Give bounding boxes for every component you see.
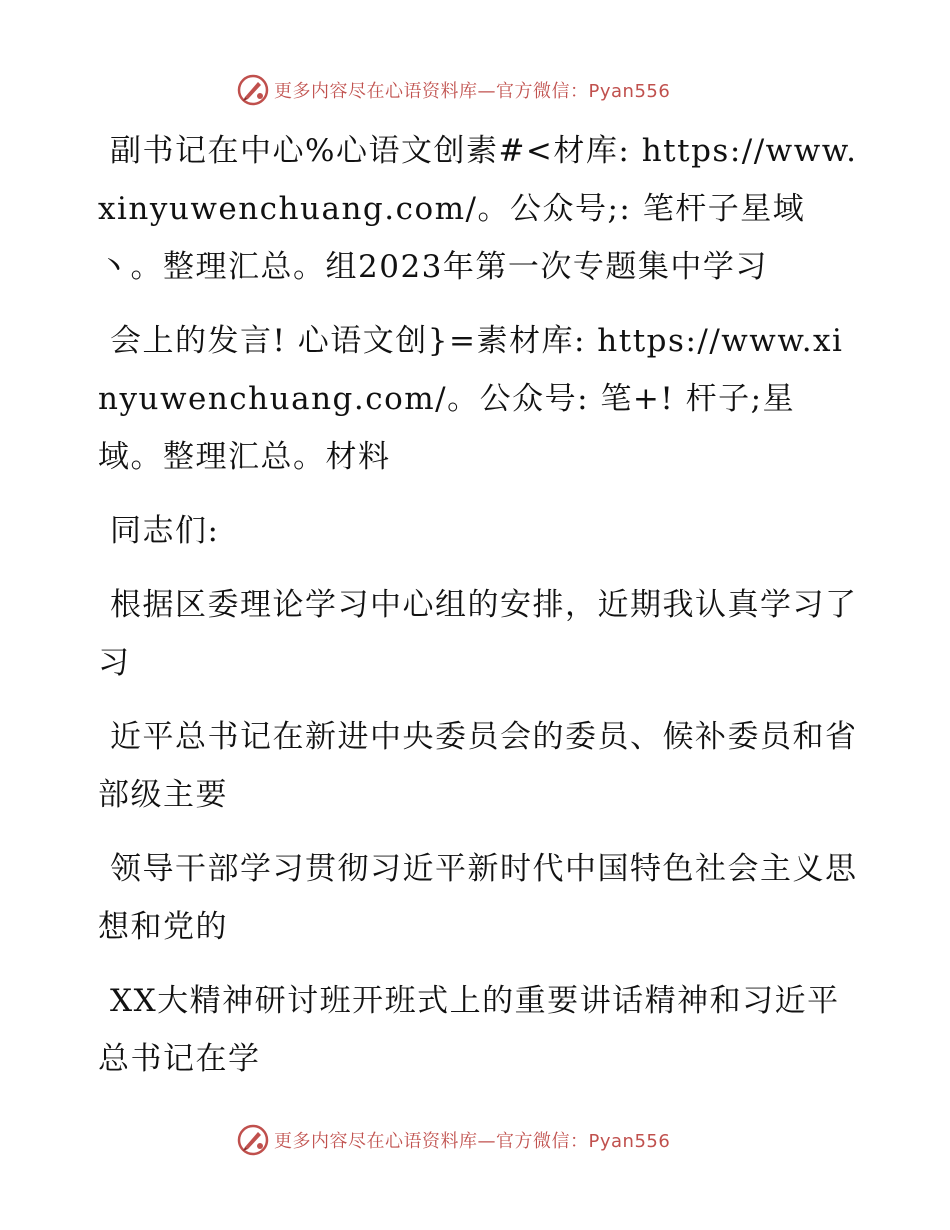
header-banner-text: 更多内容尽在心语资料库—官方微信：Pyan556 — [274, 81, 671, 102]
paragraph-body-2: 近平总书记在新进中央委员会的委员、候补委员和省部级主要 — [98, 719, 858, 813]
footer-banner-text: 更多内容尽在心语资料库—官方微信：Pyan556 — [274, 1131, 671, 1152]
paragraph-body-1: 根据区委理论学习中心组的安排，近期我认真学习了习 — [98, 587, 858, 681]
footer-banner — [236, 1122, 716, 1158]
quill-pen-logo-icon — [236, 73, 270, 107]
header-banner — [236, 72, 716, 108]
paragraph-title-line-1: 副书记在中心%心语文创素#<材库: https://www.xinyuwenchuang.com/。公众号;: 笔杆子星域丶。整理汇总。组2023年第一次专题集中学习 — [98, 133, 858, 285]
document-body — [98, 122, 858, 1104]
paragraph-title-line-2: 会上的发言! 心语文创}=素材库: https://www.xinyuwenchuang.com/。公众号: 笔+! 杆子;星域。整理汇总。材料 — [98, 323, 844, 475]
paragraph-body-3: 领导干部学习贯彻习近平新时代中国特色社会主义思想和党的 — [98, 851, 858, 945]
paragraph-salutation: 同志们: — [110, 513, 220, 549]
quill-pen-logo-icon — [236, 1123, 270, 1157]
paragraph-body-4: XX大精神研讨班开班式上的重要讲话精神和习近平总书记在学 — [98, 983, 840, 1077]
